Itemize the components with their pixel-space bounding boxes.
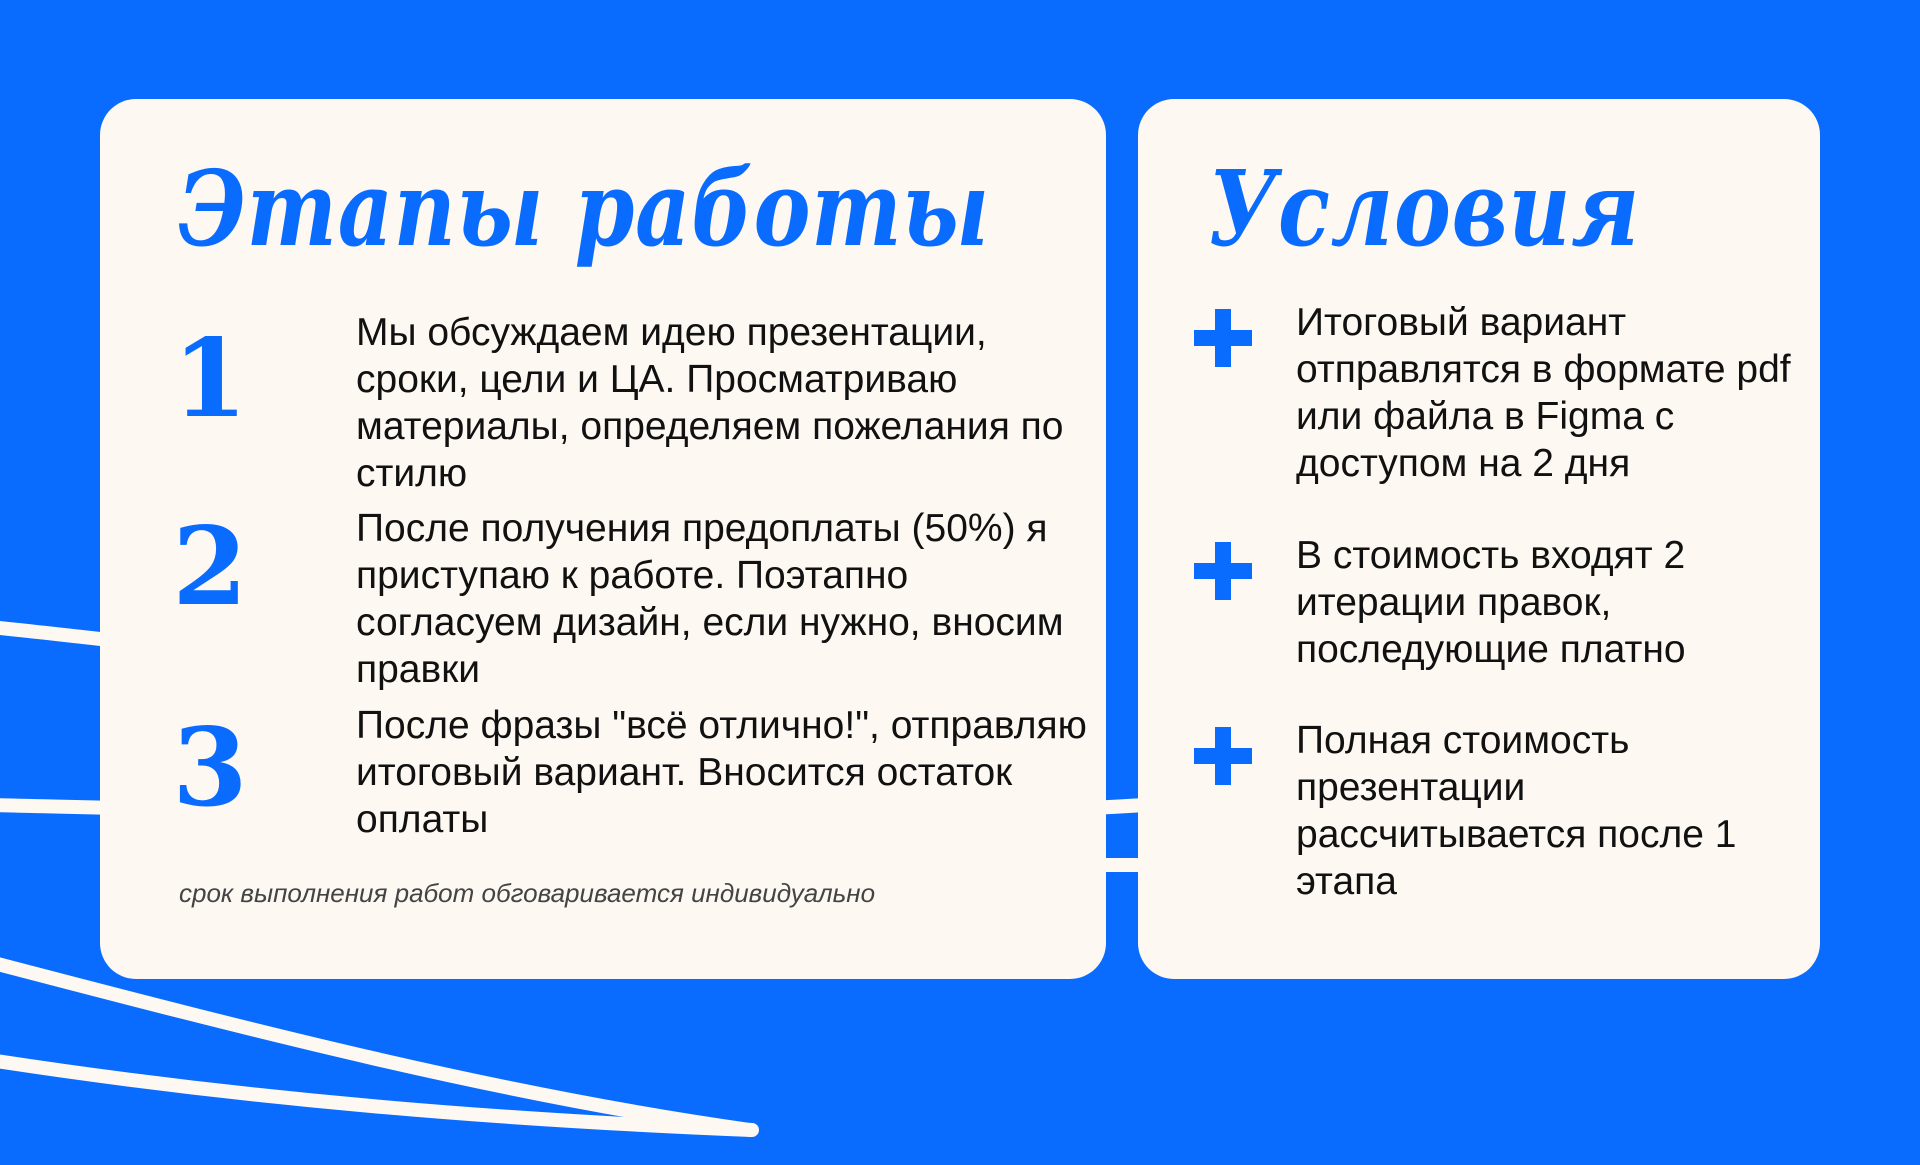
step-number: 2 [172, 504, 248, 630]
conditions-card [1138, 99, 1820, 979]
step-text: После получения предоплаты (50%) я приступаю к работе. Поэтапно согласуем дизайн, если нужно, вносим правки [356, 507, 1064, 691]
step-number: 1 [172, 316, 248, 442]
condition-text: Полная стоимость презентации рассчитывается после 1 этапа [1296, 719, 1737, 903]
step-text: Мы обсуждаем идею презентации, сроки, цели и ЦА. Просматриваю материалы, определяем пожелания по стилю [356, 311, 1064, 495]
step-number: 3 [172, 705, 248, 831]
stages-title: Этапы работы [178, 147, 991, 270]
condition-text: В стоимость входят 2 итерации правок, последующие платно [1296, 534, 1686, 671]
decor-line-1 [0, 627, 110, 640]
decor-line-4 [0, 1060, 752, 1130]
stages-card [100, 99, 1106, 979]
plus-icon [1194, 309, 1252, 367]
plus-icon [1194, 727, 1252, 785]
step-text: После фразы "всё отлично!", отправляю итоговый вариант. Вносится остаток оплаты [356, 704, 1087, 841]
plus-icon [1194, 542, 1252, 600]
conditions-title: Условия [1208, 147, 1641, 270]
condition-text: Итоговый вариант отправлятся в формате pdf или файла в Figma с доступом на 2 дня [1296, 301, 1791, 485]
deadline-footnote: срок выполнения работ обговаривается индивидуально [179, 878, 876, 908]
